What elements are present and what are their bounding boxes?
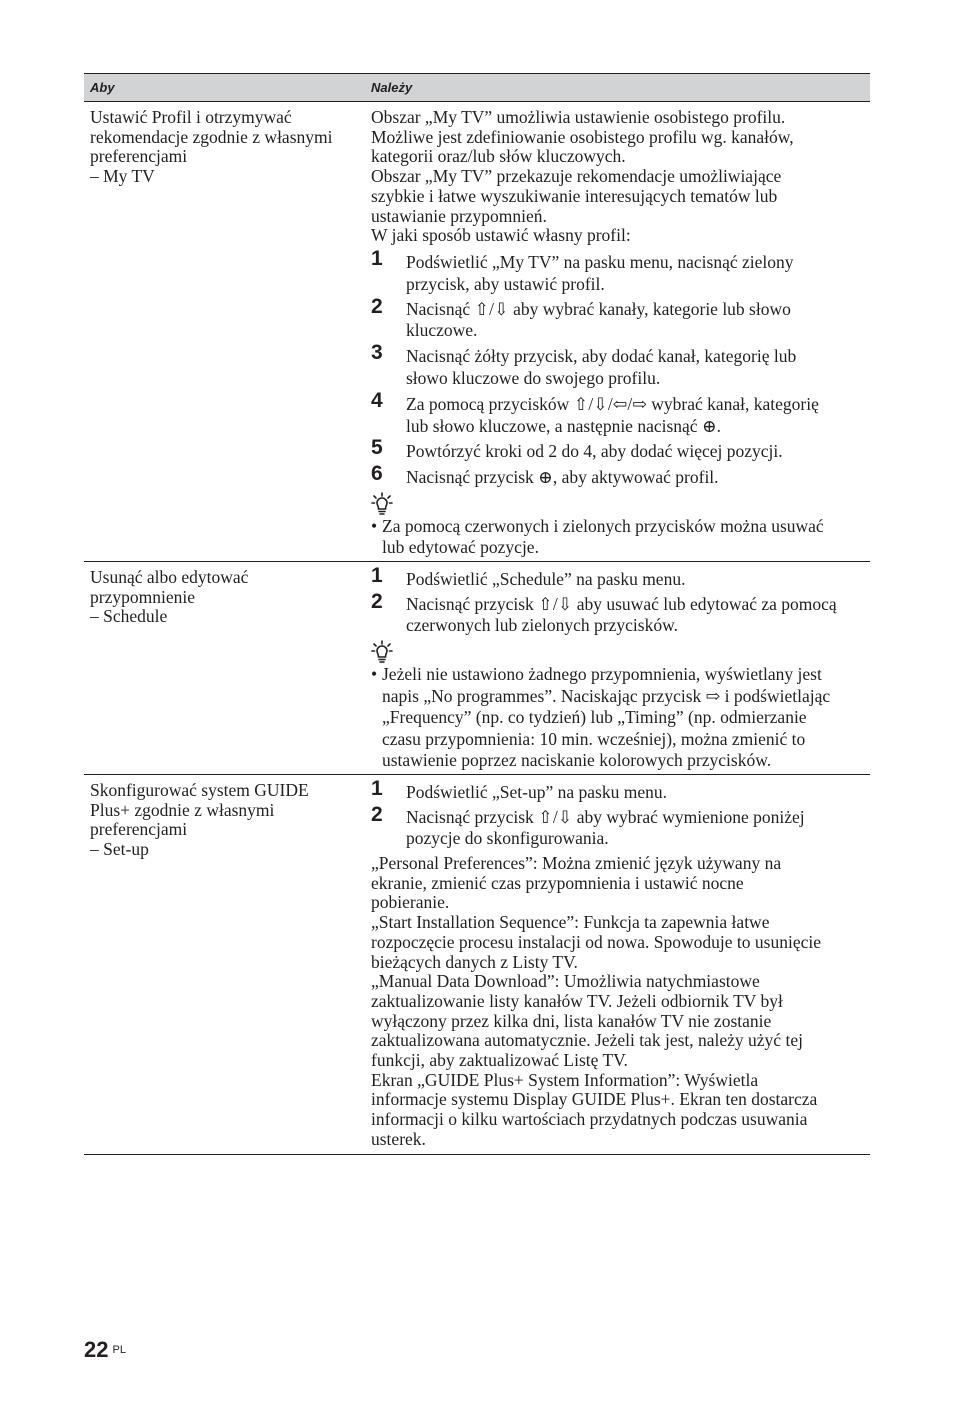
table-row [84,775,870,1155]
step-number: 1 [371,777,383,800]
page-number: 22 [84,1337,109,1362]
tip-bullet: • Za pomocą czerwonych i zielonych przycisków można usuwać lub edytować pozycje. [371,515,824,558]
reference-table [84,73,870,1155]
row-instructions [371,108,866,559]
row-instructions [371,564,866,772]
language-code: PL [112,1344,126,1356]
step-item: 3 Nacisnąć żółty przycisk, aby dodać kanał, kategorię lub słowo kluczowe do swojego profilu. [371,340,797,388]
lightbulb-tip-icon [371,640,866,664]
table-row [84,562,870,775]
step-item: 5 Powtórzyć kroki od 2 do 4, aby dodać więcej pozycji. [371,435,783,461]
table-row [84,102,870,562]
setup-options-text: „Personal Preferences”: Można zmienić język używany na ekranie, zmienić czas przypomnienia i ustawić nocne pobieranie. „Start Installation Sequence”: Funkcja ta zapewnia łatwe rozpoczęcie procesu instalacji od nowa. Spowoduje to usunięcie bieżących danych z Listy TV. „Manual Data Download”: Umożliwia natychmiastowe zaktualizowanie listy kanałów TV. Jeżeli odbiornik TV był wyłączony przez kilka dni, lista kanałów TV nie zostanie zaktualizowana automatycznie. Jeżeli tak jest, należy użyć tej funkcji, aby zaktualizować Listę TV. Ekran „GUIDE Plus+ System Information”: Wyświetla informacje systemu Display GUIDE Plus+. Ekran ten dostarcza informacji o kilku wartościach przydatnych podczas usuwania usterek. [371,853,821,1149]
page-footer [84,1337,126,1363]
lightbulb-tip-icon [371,492,866,516]
step-item: 1 Podświetlić „My TV” na pasku menu, nacisnąć zielony przycisk, aby ustawić profil. [371,246,794,294]
step-item: 2 Nacisnąć ⇧/⇩ aby wybrać kanały, kategorie lub słowo kluczowe. [371,294,791,340]
step-number: 2 [371,294,383,318]
step-item: 1 Podświetlić „Schedule” na pasku menu. [371,564,686,589]
tip-bullet: • Jeżeli nie ustawiono żadnego przypomnienia, wyświetlany jest napis „No programmes”. Naciskając przycisk ⇨ i podświetlając „Frequency” (np. co tydzień) lub „Timing” (np. odmierzanie czasu przypomnienia: 10 min. wcześniej), można zmienić to ustawienie poprzez naciskanie kolorowych przycisków. [371,664,831,770]
row-purpose: Ustawić Profil i otrzymywać rekomendacje zgodnie z własnymi preferencjami – My TV [90,107,333,187]
step-item: 2 Nacisnąć przycisk ⇧/⇩ aby wybrać wymienione poniżej pozycje do skonfigurowania. [371,803,805,848]
step-item: 4 Za pomocą przycisków ⇧/⇩/⇦/⇨ wybrać kanał, kategorię lub słowo kluczowe, a następnie nacisnąć ⊕. [371,388,819,436]
table-header [84,73,870,102]
step-item: 6 Nacisnąć przycisk ⊕, aby aktywować profil. [371,461,719,487]
header-col-aby: Aby [90,80,115,95]
step-number: 2 [371,803,383,826]
row-instructions [371,777,866,1150]
row-purpose: Usunąć albo edytować przypomnienie – Schedule [90,567,249,627]
step-number: 4 [371,388,383,412]
step-number: 1 [371,564,383,587]
step-number: 5 [371,435,383,459]
step-number: 1 [371,246,383,270]
step-item: 1 Podświetlić „Set-up” na pasku menu. [371,777,667,802]
intro-text: Obszar „My TV” umożliwia ustawienie osobistego profilu. Możliwe jest zdefiniowanie osobistego profilu wg. kanałów, kategorii oraz/lub słów kluczowych. Obszar „My TV” przekazuje rekomendacje umożliwiające szybkie i łatwe wyszukiwanie interesujących tematów lub ustawianie przypomnień. W jaki sposób ustawić własny profil: [371,107,794,246]
row-purpose: Skonfigurować system GUIDE Plus+ zgodnie z własnymi preferencjami – Set-up [90,780,309,860]
step-number: 6 [371,461,383,485]
step-number: 2 [371,590,383,613]
step-number: 3 [371,340,383,364]
step-item: 2 Nacisnąć przycisk ⇧/⇩ aby usuwać lub edytować za pomocą czerwonych lub zielonych przycisków. [371,590,837,635]
header-col-nalezy: Należy [371,80,413,95]
